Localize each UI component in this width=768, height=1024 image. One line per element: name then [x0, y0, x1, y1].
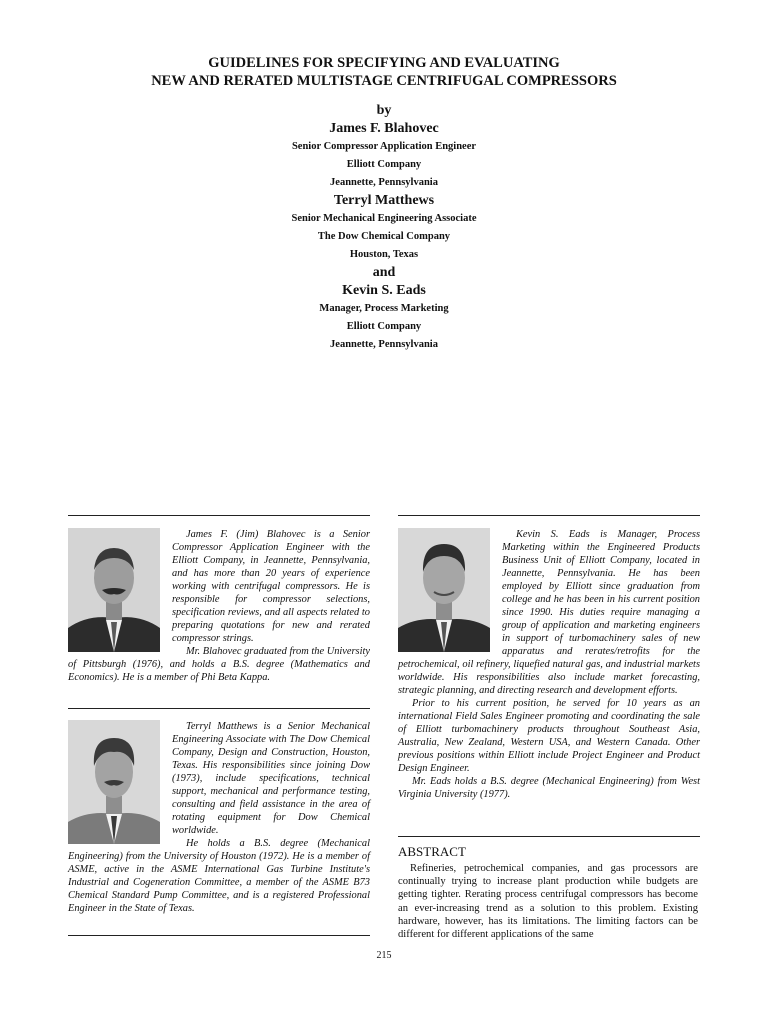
author-position-2: Senior Mechanical Engineering Associate [291, 213, 477, 224]
abstract-body [398, 862, 698, 941]
author-block [184, 102, 584, 354]
author-position-1: Senior Compressor Application Engineer [291, 141, 477, 152]
right-middle-rule [398, 836, 700, 837]
byline: by [376, 103, 392, 118]
bio-eads-paragraph-3: Mr. Eads holds a B.S. degree (Mechanical Engineering) from West Virginia University (1977). [398, 776, 700, 800]
author-location-1: Jeannette, Pennsylvania [330, 177, 438, 188]
left-top-rule [68, 515, 370, 516]
bio-eads-paragraph-1: Kevin S. Eads is Manager, Process Marketing within the Engineered Products Business Unit of Elliott Company, located in Jeannette, Pennsylvania. He has been employed by Elliott since graduation from college and he has been in his current position since 1990. His duties require managing a group of application and marketing engineers in support of turbomachinery sales of new apparatus and rerates/retrofits for the petrochemical, oil refinery, liquefied natural gas, and industrial markets worldwide. His responsibilities also include market forecasting, strategic planning, and directing research and development efforts. [398, 529, 700, 696]
bio-matthews [68, 720, 370, 915]
author-photo-eads [398, 528, 490, 652]
left-middle-rule [68, 708, 370, 709]
paper-title [60, 54, 708, 90]
author-photo-blahovec [68, 528, 160, 652]
bio-matthews-paragraph-2: He holds a B.S. degree (Mechanical Engineering) from the University of Houston (1972). He is a member of ASME, active in the ASME International Gas Turbine Institute's Industrial and Cogeneration Committee, a member of the ASME B73 Chemical Standard Pump Committee, and is a registered Professional Engineer in the State of Texas. [68, 838, 370, 914]
bio-eads [398, 528, 700, 801]
abstract-paragraph: Refineries, petrochemical companies, and gas processors are continually trying to increase plant production while budgets are getting tighter. Rerating process centrifugal compressors has become an ever-increasing trend as a solution to this problem. Existing hardware, however, has its limitations. The limiting factors can be different for different applications of the same [398, 863, 698, 941]
and-text: and [372, 265, 396, 280]
author-name-1: James F. Blahovec [329, 121, 439, 136]
title-line-2: NEW AND RERATED MULTISTAGE CENTRIFUGAL COMPRESSORS [151, 73, 617, 89]
bio-blahovec-paragraph-1: James F. (Jim) Blahovec is a Senior Compressor Application Engineer with the Elliott Company, in Jeannette, Pennsylvania, and has more than 20 years of experience working with centrifugal compressors. He is responsible for compressor selections, specification reviews, and all aspects related to preparing quotations for new and rerated compressor strings. [172, 529, 370, 644]
author-position-3: Manager, Process Marketing [319, 303, 449, 314]
author-location-3: Jeannette, Pennsylvania [330, 339, 438, 350]
author-company-2: The Dow Chemical Company [317, 231, 451, 242]
author-name-2: Terryl Matthews [333, 193, 435, 208]
author-company-1: Elliott Company [346, 159, 422, 170]
right-top-rule [398, 515, 700, 516]
bio-matthews-paragraph-1: Terryl Matthews is a Senior Mechanical Engineering Associate with The Dow Chemical Company, Design and Construction, Houston, Texas. His responsibilities since joining Dow (1973), include specifications, technical support, mechanical and performance testing, consulting and field assistance in the area of rotating equipment for Dow Chemical worldwide. [172, 721, 370, 836]
bio-eads-paragraph-2: Prior to his current position, he served for 10 years as an international Field Sales Engineer promoting and coordinating the sale of Elliott turbomachinery products throughout Southeast Asia, Australia, New Zealand, Western USA, and Western Canada. Other previous positions within Elliott include Project Engineer and Product Design Engineer. [398, 698, 700, 774]
bio-blahovec [68, 528, 370, 684]
abstract-heading: ABSTRACT [398, 844, 466, 859]
page-number: 215 [376, 950, 392, 961]
author-name-3: Kevin S. Eads [342, 283, 426, 298]
title-line-1: GUIDELINES FOR SPECIFYING AND EVALUATING [208, 55, 560, 71]
left-bottom-rule [68, 935, 370, 936]
author-company-3: Elliott Company [346, 321, 422, 332]
author-location-2: Houston, Texas [349, 249, 419, 260]
bio-blahovec-paragraph-2: Mr. Blahovec graduated from the University of Pittsburgh (1976), and holds a B.S. degree (Mathematics and Economics). He is a member of Phi Beta Kappa. [68, 646, 370, 683]
author-photo-matthews [68, 720, 160, 844]
